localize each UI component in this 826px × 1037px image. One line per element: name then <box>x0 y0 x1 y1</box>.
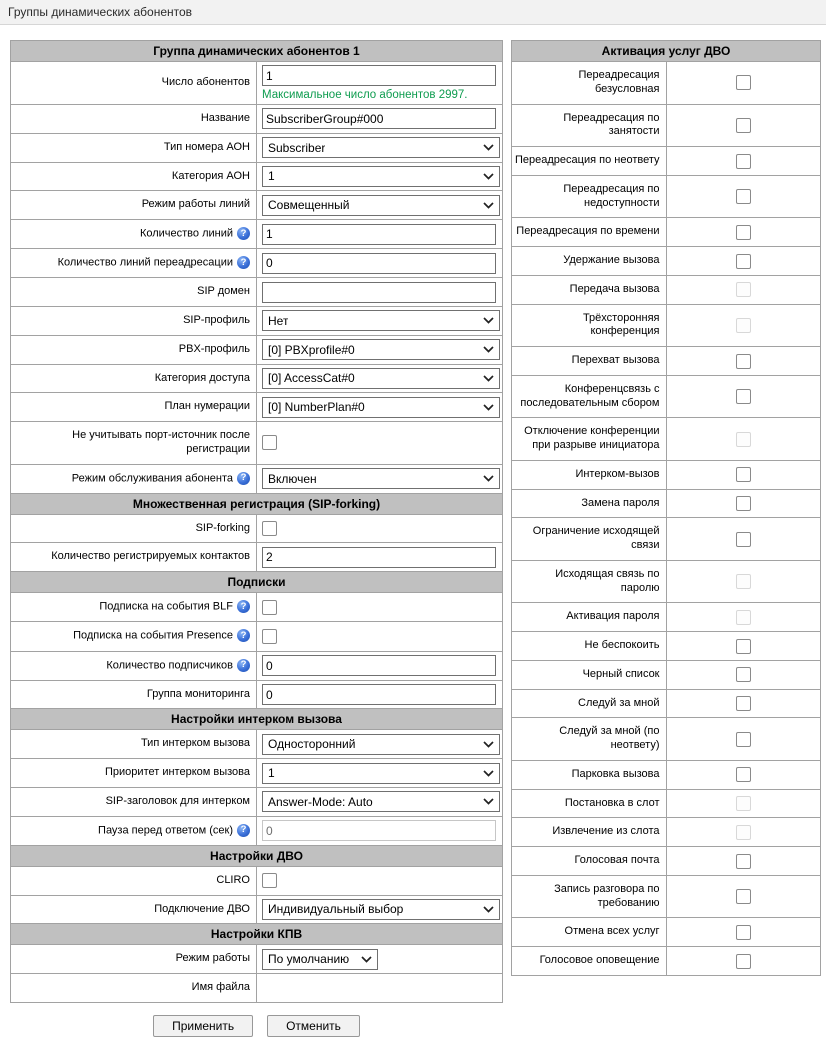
dropdown-value: 1 <box>268 169 275 184</box>
field-label: Количество регистрируемых контактов <box>51 550 250 563</box>
chevron-down-icon <box>483 798 494 805</box>
service-row <box>512 347 821 376</box>
service-label: Голосовое оповещение <box>539 954 660 966</box>
section-header: Настройки КПВ <box>11 924 503 945</box>
service-row <box>512 789 821 818</box>
chevron-down-icon <box>483 317 494 324</box>
dropdown-value: [0] PBXprofile#0 <box>268 342 355 357</box>
field-label: SIP-заголовок для интерком <box>105 794 250 807</box>
service-checkbox[interactable] <box>736 154 751 169</box>
hint-text: Максимальное число абонентов 2997. <box>262 89 468 101</box>
service-row <box>512 918 821 947</box>
section-header: Группа динамических абонентов 1 <box>11 41 503 62</box>
dvo-services-table <box>511 40 821 976</box>
dropdown-value: [0] AccessCat#0 <box>268 371 355 386</box>
form-row <box>11 464 503 493</box>
form-row <box>11 514 503 543</box>
service-label: Следуй за мной <box>578 696 660 709</box>
service-label: Ограничение исходящей связи <box>532 525 660 551</box>
service-checkbox[interactable] <box>736 225 751 240</box>
service-row <box>512 62 821 105</box>
dropdown-value: Нет <box>268 313 289 328</box>
field-label: Режим обслуживания абонента <box>71 471 233 484</box>
dropdown[interactable] <box>262 899 500 920</box>
text-input[interactable] <box>262 282 496 303</box>
form-row <box>11 133 503 162</box>
service-label: Активация пароля <box>566 610 660 623</box>
field-label: Подключение ДВО <box>154 902 250 915</box>
service-checkbox[interactable] <box>736 767 751 782</box>
dropdown-value: Совмещенный <box>268 198 350 213</box>
section-header: Настройки ДВО <box>11 845 503 866</box>
help-icon[interactable]: ? <box>237 472 250 485</box>
form-row <box>11 945 503 974</box>
form-buttons <box>10 1015 503 1037</box>
service-checkbox[interactable] <box>736 354 751 369</box>
dropdown-value: Answer-Mode: Auto <box>268 794 373 809</box>
service-label: Переадресация безусловная <box>578 69 660 95</box>
service-checkbox <box>736 574 751 589</box>
chevron-down-icon <box>483 375 494 382</box>
field-label: Подписка на события Presence <box>73 629 233 642</box>
form-row <box>11 651 503 680</box>
service-checkbox[interactable] <box>736 696 751 711</box>
service-label: Переадресация по неответу <box>515 154 660 166</box>
chevron-down-icon <box>483 770 494 777</box>
service-row <box>512 560 821 603</box>
dropdown-value: Индивидуальный выбор <box>268 902 404 917</box>
service-label: Постановка в слот <box>564 796 660 809</box>
dropdown[interactable] <box>262 468 500 489</box>
dropdown[interactable] <box>262 166 500 187</box>
field-label: Подписка на события BLF <box>99 600 233 613</box>
field-label: Пауза перед ответом (сек) <box>98 824 233 837</box>
service-checkbox <box>736 432 751 447</box>
text-input <box>262 820 496 841</box>
chevron-down-icon <box>483 144 494 151</box>
form-row <box>11 105 503 134</box>
service-label: Передача вызова <box>569 282 660 295</box>
checkbox[interactable] <box>262 873 277 888</box>
form-row <box>11 895 503 924</box>
field-label: Режим работы <box>175 952 250 965</box>
dropdown[interactable] <box>262 763 500 784</box>
service-checkbox <box>736 796 751 811</box>
service-row <box>512 460 821 489</box>
field-label: CLIRO <box>216 873 250 886</box>
service-row <box>512 718 821 761</box>
service-checkbox[interactable] <box>736 954 751 969</box>
form-row <box>11 307 503 336</box>
section-header: Подписки <box>11 572 503 593</box>
service-row <box>512 603 821 632</box>
field-label: Количество подписчиков <box>106 658 233 671</box>
service-checkbox[interactable] <box>736 732 751 747</box>
form-row <box>11 249 503 278</box>
service-label: Черный список <box>582 667 660 680</box>
service-checkbox[interactable] <box>736 389 751 404</box>
service-checkbox[interactable] <box>736 532 751 547</box>
form-row <box>11 543 503 572</box>
chevron-down-icon <box>361 956 372 963</box>
dropdown[interactable] <box>262 310 500 331</box>
chevron-down-icon <box>483 404 494 411</box>
checkbox[interactable] <box>262 600 277 615</box>
service-row <box>512 518 821 561</box>
form-row <box>11 191 503 220</box>
service-checkbox <box>736 282 751 297</box>
text-input[interactable] <box>262 547 496 568</box>
dropdown[interactable] <box>262 368 500 389</box>
service-checkbox[interactable] <box>736 496 751 511</box>
left-column <box>10 40 503 1037</box>
service-label: Отмена всех услуг <box>564 925 660 938</box>
chevron-down-icon <box>483 741 494 748</box>
service-label: Голосовая почта <box>574 854 660 866</box>
chevron-down-icon <box>483 906 494 913</box>
service-checkbox[interactable] <box>736 254 751 269</box>
form-row <box>11 787 503 816</box>
service-row <box>512 418 821 461</box>
help-icon[interactable]: ? <box>237 824 250 837</box>
field-label: Название <box>200 112 250 124</box>
dropdown[interactable] <box>262 791 500 812</box>
service-label: Перехват вызова <box>571 354 660 366</box>
service-label: Переадресация по недоступности <box>563 182 660 209</box>
service-row <box>512 875 821 918</box>
form-row <box>11 622 503 651</box>
field-label: Режим работы линий <box>141 198 250 211</box>
form-row <box>11 593 503 622</box>
service-row <box>512 689 821 718</box>
service-row <box>512 247 821 276</box>
service-row <box>512 375 821 418</box>
text-input[interactable] <box>262 253 496 274</box>
field-label: Количество линий <box>139 227 233 240</box>
text-input[interactable] <box>262 224 496 245</box>
dropdown-value: 1 <box>268 766 275 781</box>
form-row <box>11 759 503 788</box>
page-title: Группы динамических абонентов <box>8 5 193 19</box>
service-row <box>512 760 821 789</box>
service-label: Переадресация по времени <box>516 225 660 238</box>
service-row <box>512 489 821 518</box>
service-row <box>512 818 821 847</box>
dropdown[interactable] <box>262 137 500 158</box>
dropdown-value: По умолчанию <box>268 952 350 967</box>
dropdown[interactable] <box>262 195 500 216</box>
service-row <box>512 847 821 876</box>
help-icon[interactable]: ? <box>237 256 250 269</box>
service-label: Конференцсвязь с последовательным сбором <box>520 382 660 409</box>
chevron-down-icon <box>483 346 494 353</box>
form-row <box>11 162 503 191</box>
field-label: Группа мониторинга <box>146 687 250 700</box>
section-header: Множественная регистрация (SIP-forking) <box>11 493 503 514</box>
field-label: Тип интерком вызова <box>140 737 250 750</box>
service-row <box>512 275 821 304</box>
help-icon[interactable]: ? <box>237 659 250 672</box>
service-row <box>512 147 821 176</box>
text-input[interactable] <box>262 65 496 86</box>
content-area <box>0 25 826 1037</box>
field-label: SIP домен <box>197 285 250 298</box>
dropdown[interactable] <box>262 734 500 755</box>
help-icon[interactable]: ? <box>237 227 250 240</box>
field-label: Тип номера АОН <box>163 140 250 153</box>
service-checkbox[interactable] <box>736 75 751 90</box>
form-row <box>11 278 503 307</box>
text-input[interactable] <box>262 684 496 705</box>
service-row <box>512 104 821 147</box>
checkbox[interactable] <box>262 629 277 644</box>
dropdown-value: Односторонний <box>268 737 356 752</box>
service-row <box>512 304 821 347</box>
service-checkbox[interactable] <box>736 467 751 482</box>
service-label: Трёхсторонняя конференция <box>582 311 660 338</box>
service-checkbox[interactable] <box>736 667 751 682</box>
service-label: Удержание вызова <box>563 254 660 266</box>
dropdown[interactable] <box>262 397 500 418</box>
dvo-table-title: Активация услуг ДВО <box>512 41 821 62</box>
dropdown-value: [0] NumberPlan#0 <box>268 400 365 415</box>
service-checkbox <box>736 318 751 333</box>
service-label: Исходящая связь по паролю <box>555 567 660 594</box>
chevron-down-icon <box>483 202 494 209</box>
service-label: Запись разговора по требованию <box>554 882 660 909</box>
field-label: Категория АОН <box>171 169 250 182</box>
dropdown[interactable] <box>262 339 500 360</box>
subscriber-group-table <box>10 40 503 1003</box>
field-label: PBX-профиль <box>178 342 250 355</box>
section-header: Настройки интерком вызова <box>11 709 503 730</box>
service-row <box>512 632 821 661</box>
form-row <box>11 422 503 465</box>
form-row <box>11 364 503 393</box>
service-row <box>512 660 821 689</box>
form-row <box>11 220 503 249</box>
text-input[interactable] <box>262 108 496 129</box>
service-label: Парковка вызова <box>571 767 660 780</box>
form-row <box>11 393 503 422</box>
service-label: Интерком-вызов <box>575 467 660 480</box>
dropdown-value: Subscriber <box>268 140 326 155</box>
field-label: Имя файла <box>191 981 250 994</box>
service-label: Извлечение из слота <box>552 825 660 838</box>
form-row <box>11 974 503 1003</box>
apply-button[interactable]: Применить <box>153 1015 253 1037</box>
text-input[interactable] <box>262 655 496 676</box>
checkbox[interactable] <box>262 521 277 536</box>
field-label: Не учитывать порт-источник после регистрации <box>72 429 250 455</box>
service-checkbox[interactable] <box>736 854 751 869</box>
service-checkbox <box>736 610 751 625</box>
field-label: Категория доступа <box>154 371 250 384</box>
service-checkbox[interactable] <box>736 925 751 940</box>
service-label: Замена пароля <box>581 496 660 509</box>
help-icon[interactable]: ? <box>237 600 250 613</box>
chevron-down-icon <box>483 173 494 180</box>
service-checkbox[interactable] <box>736 889 751 904</box>
service-row <box>512 175 821 218</box>
page-title-bar <box>0 0 826 25</box>
form-row <box>11 335 503 364</box>
service-checkbox <box>736 825 751 840</box>
service-checkbox[interactable] <box>736 189 751 204</box>
service-checkbox[interactable] <box>736 118 751 133</box>
cancel-button[interactable]: Отменить <box>267 1015 360 1037</box>
service-label: Отключение конференции при разрыве инициатора <box>524 425 660 451</box>
field-label: SIP-forking <box>195 521 250 534</box>
form-row <box>11 680 503 709</box>
service-label: Следуй за мной (по неответу) <box>559 725 660 751</box>
checkbox[interactable] <box>262 435 277 450</box>
field-label: Приоритет интерком вызова <box>105 766 250 779</box>
field-label: SIP-профиль <box>183 314 250 327</box>
right-column <box>511 40 821 976</box>
service-row <box>512 218 821 247</box>
service-row <box>512 947 821 976</box>
form-row <box>11 62 503 105</box>
service-label: Переадресация по занятости <box>563 111 660 138</box>
form-row <box>11 866 503 895</box>
field-label: Число абонентов <box>161 76 250 89</box>
service-label: Не беспокоить <box>584 639 660 651</box>
chevron-down-icon <box>483 475 494 482</box>
field-label: Количество линий переадресации <box>57 256 233 269</box>
dropdown-value: Включен <box>268 471 317 486</box>
form-row <box>11 816 503 845</box>
dropdown[interactable] <box>262 949 378 970</box>
field-label: План нумерации <box>164 400 250 413</box>
service-checkbox[interactable] <box>736 639 751 654</box>
help-icon[interactable]: ? <box>237 629 250 642</box>
form-row <box>11 730 503 759</box>
